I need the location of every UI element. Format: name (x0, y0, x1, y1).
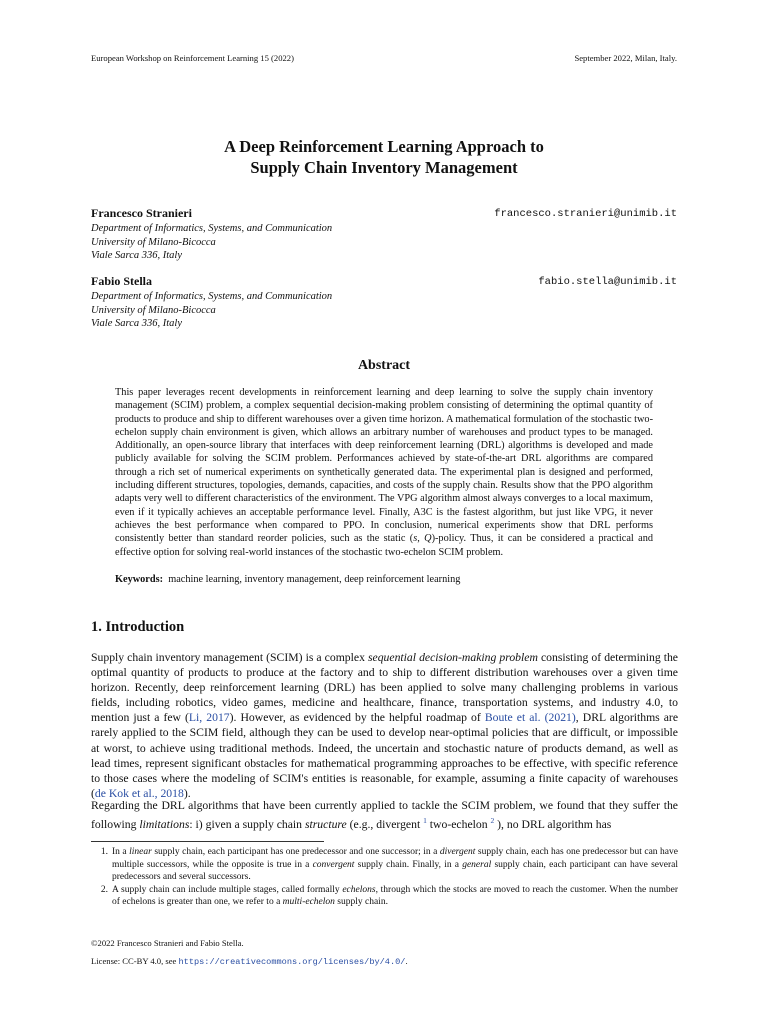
citation-link[interactable]: Boute et al. (2021) (484, 711, 576, 725)
license-url-link[interactable]: https://creativecommons.org/licenses/by/4.0/ (178, 957, 406, 967)
license-label: License: CC-BY 4.0, see (91, 956, 179, 966)
author-name: Fabio Stella (91, 274, 153, 288)
footnote-number: 1. (100, 847, 108, 857)
author-email-1[interactable]: francesco.stranieri@unimib.it (494, 208, 677, 220)
author-department: Department of Informatics, Systems, and Communication (91, 223, 333, 234)
footnote-divider (91, 841, 324, 842)
running-header-venue: European Workshop on Reinforcement Learning 15 (2022) (91, 53, 294, 63)
running-header-date: September 2022, Milan, Italy. (574, 53, 677, 63)
footnote-2: 2. A supply chain can include multiple stages, called formally echelons, through which the stocks are moved to reach the customer. When the number of echelons is greater than one, we refer to a multi-echelon supply chain. (91, 884, 678, 909)
license-line: License: CC-BY 4.0, see https://creativecommons.org/licenses/by/4.0/. (91, 956, 408, 967)
footnote-ref-2[interactable]: 2 (490, 816, 495, 826)
footnote-1: 1. In a linear supply chain, each participant has one predecessor and one successor; in a divergent supply chain, each has one predecessor but can have multiple successors, while the opposite is true in a convergent supply chain. Finally, in a general supply chain, each participant can have several predecessors and several successors. (91, 846, 678, 884)
footnote-ref-1[interactable]: 1 (423, 816, 427, 826)
citation-link[interactable]: Li, 2017 (188, 711, 230, 725)
section-heading-introduction: 1. Introduction (91, 619, 185, 635)
title-line-2: Supply Chain Inventory Management (250, 158, 518, 177)
author-block-1 (91, 206, 332, 263)
keywords (115, 574, 653, 585)
author-address: Viale Sarca 336, Italy (91, 318, 182, 330)
intro-paragraph-1: Supply chain inventory management (SCIM) is a complex sequential decision-making problem consisting of determining the optimal quantity of products to produce at the factory and to ship to different distribution warehouses over a given time horizon. Recently, deep reinforcement learning (DRL) has been applied to solve many challenging problems in various fields, including robotics, video games, medicine and healthcare, finance, transportation systems, and industry 4.0, to mention just a few (Li, 2017). However, as evidenced by the helpful roadmap of Boute et al. (2021), DRL algorithms are rarely applied to the SCIM field, although they can be used to develop near-optimal policies that are difficult, or impossible at worst, to achieve using traditional methods. Indeed, the uncertain and stochastic nature of products demand, as well as lead times, represent significant obstacles for mathematical programming approaches to be effective, with specific reference to those cases where the modeling of SCIM's entities is reasonable, for example, assuming a finite capacity of warehouses (de Kok et al., 2018). (91, 651, 679, 800)
title-line-1: A Deep Reinforcement Learning Approach to (224, 137, 544, 156)
abstract-heading: Abstract (357, 358, 411, 373)
author-address: Viale Sarca 336, Italy (91, 250, 182, 262)
author-university: University of Milano-Bicocca (91, 304, 216, 316)
citation-link[interactable]: de Kok et al., 2018 (94, 786, 184, 800)
author-department: Department of Informatics, Systems, and Communication (91, 291, 333, 302)
paper-title (0, 136, 768, 178)
author-email-2[interactable]: fabio.stella@unimib.it (538, 276, 677, 288)
intro-paragraph-2: Regarding the DRL algorithms that have been currently applied to tackle the SCIM problem, we found that they suffer the following limitations: i) given a supply chain structure (e.g., divergent $^1$ two-echelon $^2$ ), no DRL algorithm has (91, 799, 678, 831)
copyright-notice: ©2022 Francesco Stranieri and Fabio Stella. (91, 938, 244, 948)
author-block-2 (91, 274, 332, 331)
abstract-body: This paper leverages recent developments in reinforcement learning and deep learning to solve the supply chain inventory management (SCIM) problem, a complex sequential decision-making problem consisting of determining the optimal quantity of products to produce and ship to different warehouses over a given time horizon. A mathematical formulation of the stochastic two-echelon supply chain environment is given, which allows an arbitrary number of warehouses and product types to be managed. Additionally, an open-source library that interfaces with deep reinforcement learning (DRL) algorithms is developed and made publicly available for solving the SCIM problem. Performances achieved by state-of-the-art DRL algorithms are compared through a rich set of numerical experiments on synthetically generated data. The experimental plan is designed and performed, including different structures, topologies, demands, capacities, and costs of the supply chain. Results show that the PPO algorithm adapts very well to different characteristics of the environment. The VPG algorithm almost always converges to a local maximum, even if it typically achieves an acceptable performance level. Finally, A3C is the fastest algorithm, but just like VPG, it never achieves the best performance when compared to PPO. In conclusion, numerical experiments show that DRL performs consistently better than standard reorder policies, such as the static (s, Q)-policy. Thus, it can be considered a practical and effective option for solving real-world instances of the stochastic two-echelon SCIM problem. (115, 387, 653, 558)
footnote-number: 2. (100, 884, 108, 895)
keywords-label: Keywords: (115, 574, 164, 585)
author-name: Francesco Stranieri (91, 206, 192, 220)
author-university: University of Milano-Bicocca (91, 236, 216, 248)
footnotes (91, 846, 678, 909)
keywords-text: machine learning, inventory management, deep reinforcement learning (168, 574, 461, 585)
